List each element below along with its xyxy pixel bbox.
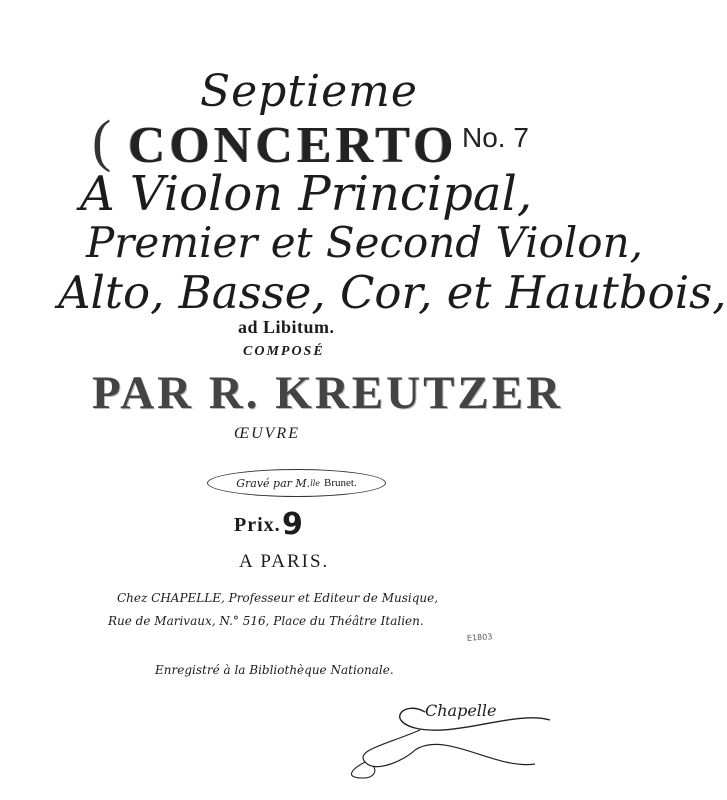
composer-name: PAR R. KREUTZER (92, 367, 564, 419)
price-handwritten: 9 (282, 507, 303, 542)
publisher-signature: Chapelle (425, 701, 497, 720)
price-label: Prix. (234, 514, 281, 536)
engraver-prefix: Gravé par M. (236, 476, 311, 490)
title-instruments: Alto, Basse, Cor, et Hautbois, (58, 266, 727, 319)
publisher-address-line2: Rue de Marivaux, N.° 516, Place du Théâtre Italien. (108, 614, 424, 628)
publisher-city: A PARIS. (239, 551, 330, 572)
title-violon-principal: A Violon Principal, (80, 166, 533, 222)
registration-notice: Enregistré à la Bibliothèque Nationale. (155, 663, 394, 677)
title-second-violon: Premier et Second Violon, (86, 218, 643, 267)
handwritten-number: No. 7 (462, 122, 529, 153)
title-septieme: Septieme (200, 66, 418, 117)
compose-label: COMPOSÉ (243, 344, 325, 359)
publisher-address-line1: Chez CHAPELLE, Professeur et Editeur de Musique, (117, 591, 439, 605)
title-concerto: CONCERTO (128, 117, 458, 174)
engraver-name: Brunet. (324, 477, 357, 489)
ad-libitum: ad Libitum. (238, 317, 335, 337)
oeuvre-label: ŒUVRE (234, 425, 300, 442)
margin-annotation: E1803 (466, 632, 493, 643)
title-bracket: ( (92, 108, 112, 173)
engraver-cartouche (207, 469, 386, 497)
engraver-superscript: lle (310, 478, 321, 488)
